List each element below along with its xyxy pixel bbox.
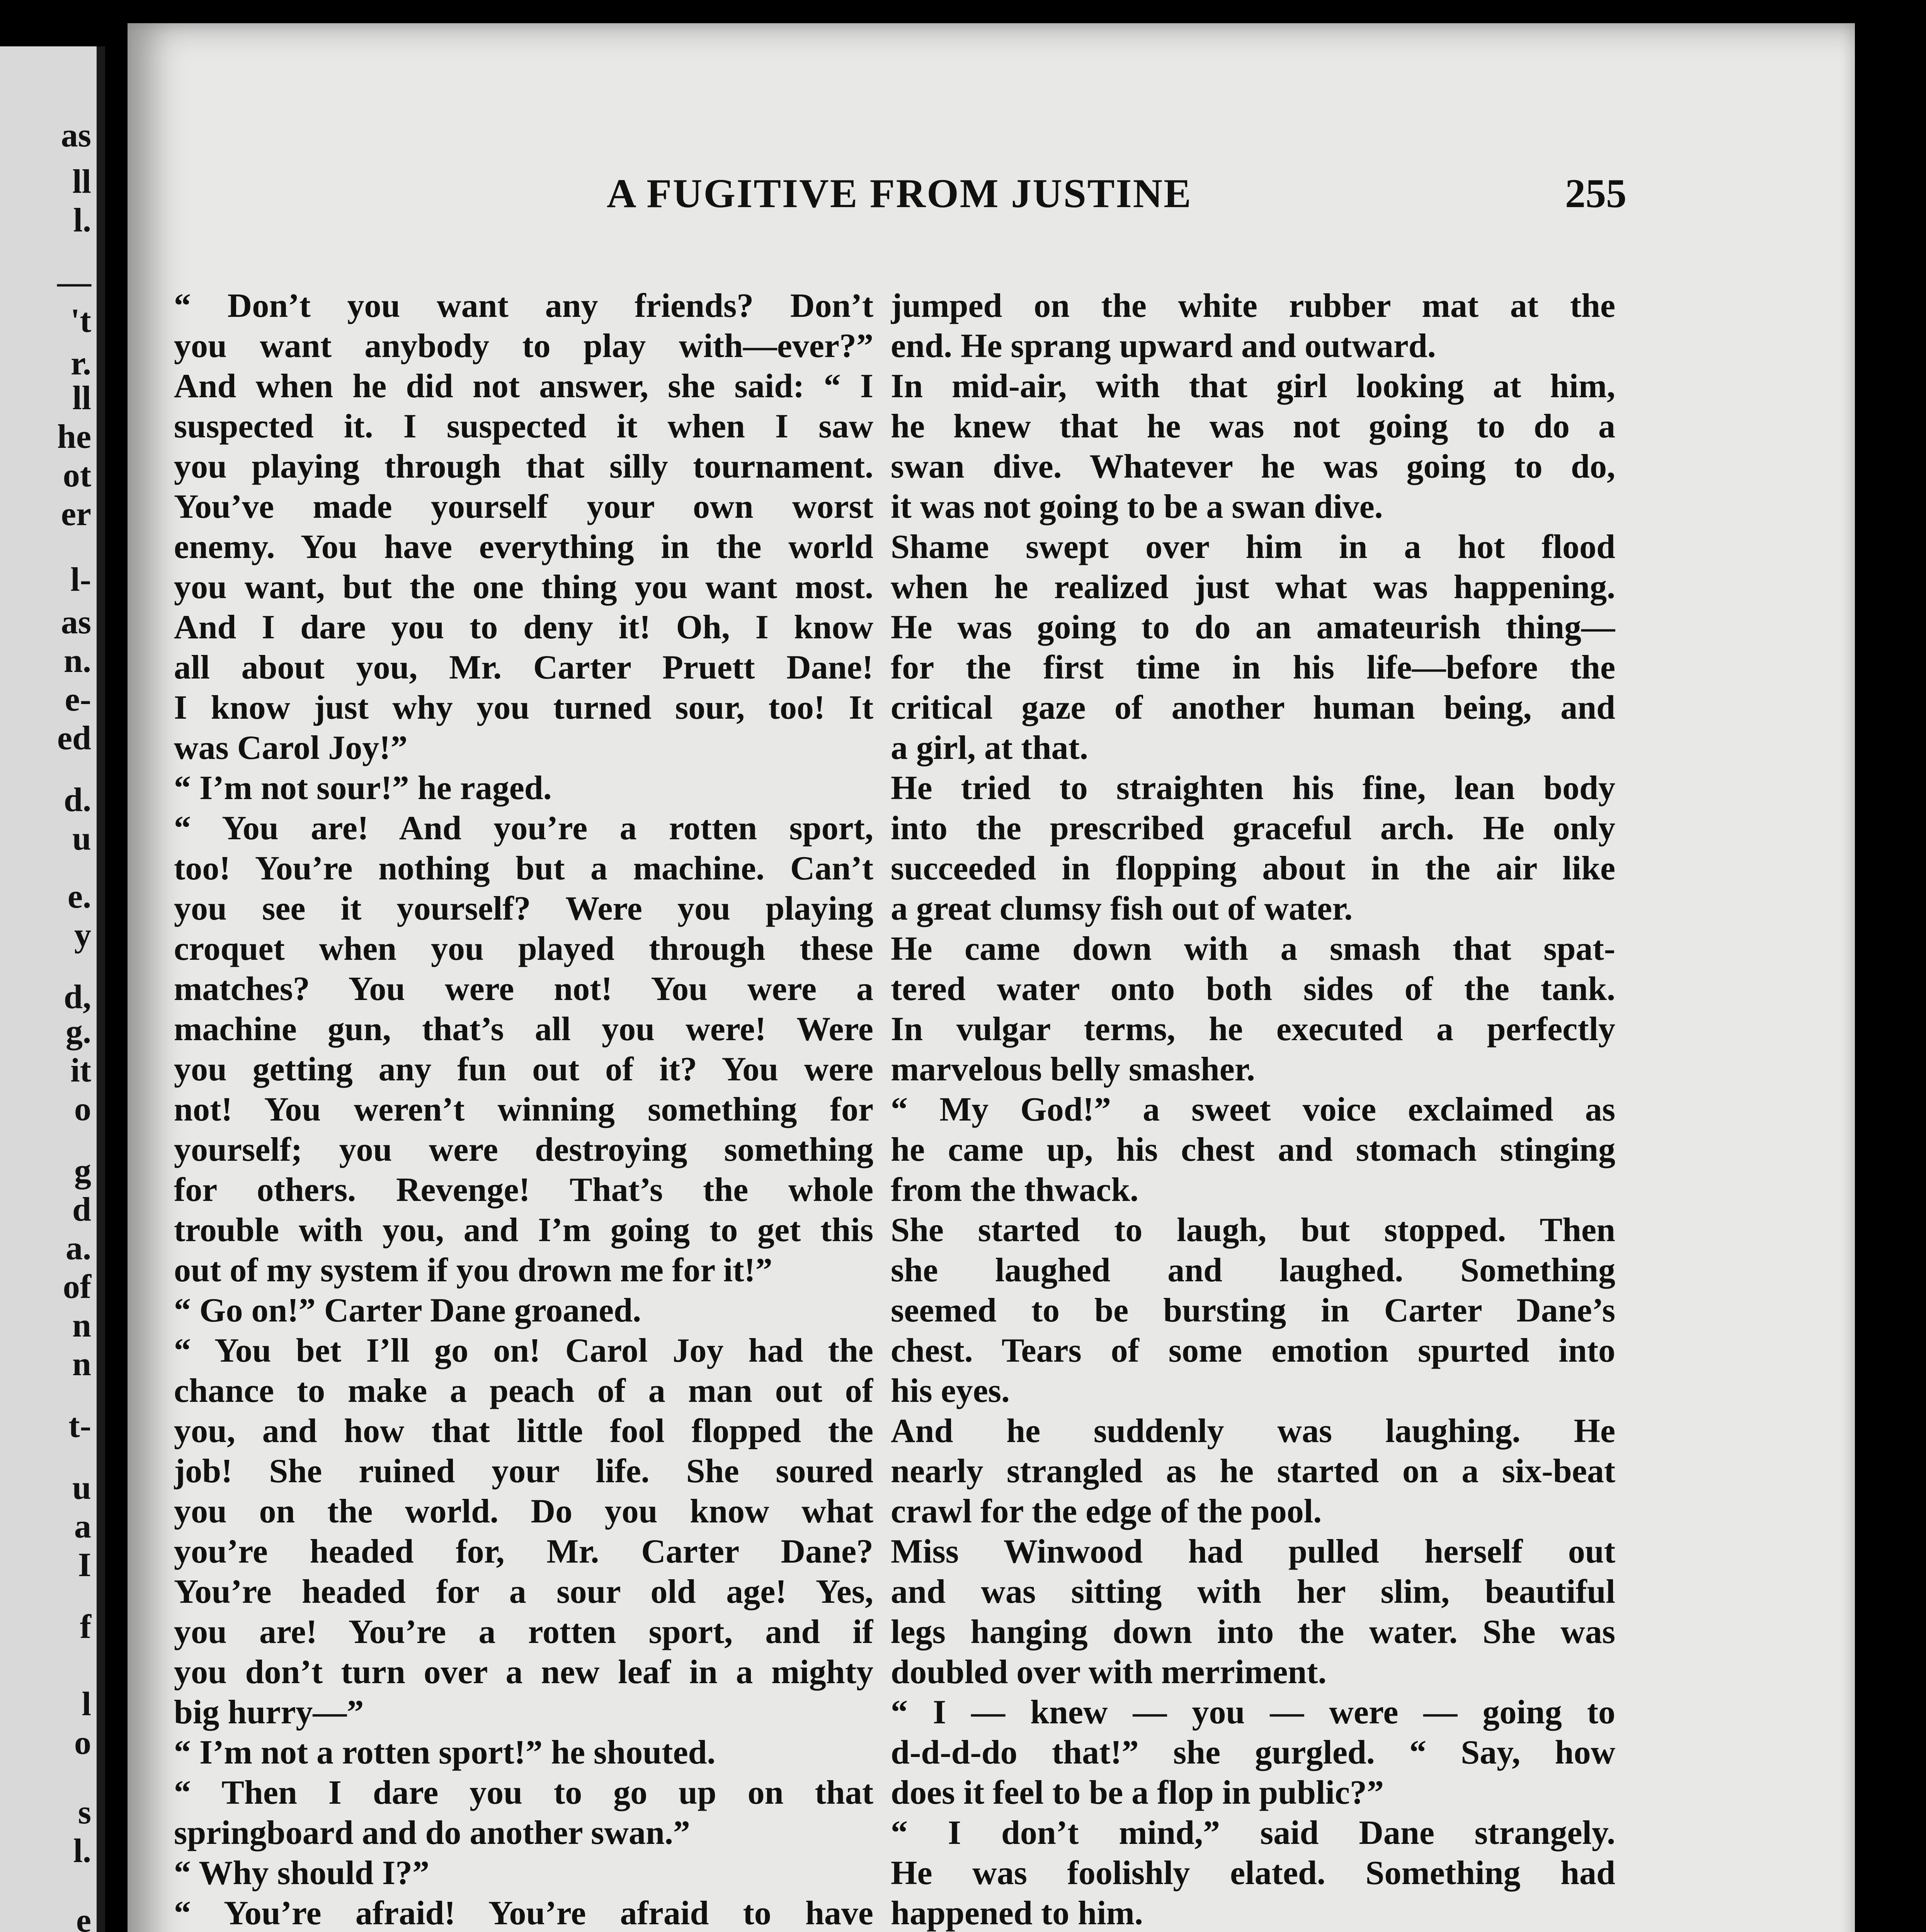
facing-page-fragment: o bbox=[74, 1090, 91, 1128]
text-line: you want anybody to play with—ever?” bbox=[174, 327, 873, 365]
facing-page-fragment: g bbox=[74, 1152, 91, 1190]
facing-page-fragment: s bbox=[78, 1794, 91, 1831]
facing-page-fragment: — bbox=[57, 264, 91, 301]
text-line: He was going to do an amateurish thing— bbox=[891, 609, 1615, 646]
facing-page-fragment: 't bbox=[70, 302, 91, 340]
facing-page-fragment: ed bbox=[57, 719, 91, 757]
text-line: marvelous belly smasher. bbox=[891, 1051, 1255, 1088]
text-line: And I dare you to deny it! Oh, I know bbox=[174, 609, 873, 646]
facing-page-fragment: r. bbox=[71, 345, 91, 382]
facing-page-fragment: a. bbox=[66, 1230, 91, 1267]
text-line: chest. Tears of some emotion spurted into bbox=[891, 1332, 1615, 1369]
text-line: you see it yourself? Were you playing bbox=[174, 890, 873, 927]
facing-page-fragment: t- bbox=[68, 1407, 91, 1445]
facing-page-fragment: d bbox=[72, 1191, 91, 1228]
facing-page-fragment: g. bbox=[66, 1013, 91, 1051]
text-line: tered water onto both sides of the tank. bbox=[891, 970, 1615, 1008]
text-line: enemy. You have everything in the world bbox=[174, 528, 873, 566]
text-column-left bbox=[174, 286, 873, 1932]
text-line: when he realized just what was happening. bbox=[891, 568, 1615, 606]
text-line: “ You’re afraid! You’re afraid to have bbox=[174, 1895, 873, 1932]
text-line: job! She ruined your life. She soured bbox=[174, 1452, 873, 1490]
text-line: He was foolishly elated. Something had bbox=[891, 1854, 1615, 1892]
text-line: too! You’re nothing but a machine. Can’t bbox=[174, 850, 873, 887]
text-line: you on the world. Do you know what bbox=[174, 1493, 873, 1530]
text-line: Miss Winwood had pulled herself out bbox=[891, 1533, 1615, 1570]
text-line: it was not going to be a swan dive. bbox=[891, 488, 1383, 526]
text-line: and was sitting with her slim, beautiful bbox=[891, 1573, 1615, 1611]
text-line: you’re headed for, Mr. Carter Dane? bbox=[174, 1533, 873, 1570]
facing-page-fragment: as bbox=[61, 604, 91, 641]
facing-page-fragment: e- bbox=[65, 681, 91, 718]
text-line: matches? You were not! You were a bbox=[174, 970, 873, 1008]
text-line: “ I’m not a rotten sport!” he shouted. bbox=[174, 1734, 716, 1771]
facing-page-fragment: it bbox=[70, 1052, 91, 1089]
facing-page-text-fragments bbox=[0, 46, 97, 1932]
text-line: “ Go on!” Carter Dane groaned. bbox=[174, 1292, 641, 1329]
facing-page-fragment: l bbox=[82, 1685, 91, 1723]
text-line: d-d-d-do that!” she gurgled. “ Say, how bbox=[891, 1734, 1615, 1771]
text-line: trouble with you, and I’m going to get this bbox=[174, 1211, 873, 1249]
text-line: for others. Revenge! That’s the whole bbox=[174, 1171, 873, 1209]
text-line: “ Why should I?” bbox=[174, 1854, 430, 1892]
text-line: She started to laugh, but stopped. Then bbox=[891, 1211, 1615, 1249]
text-line: chance to make a peach of a man out of bbox=[174, 1372, 873, 1410]
text-line: he knew that he was not going to do a bbox=[891, 408, 1615, 445]
text-line: out of my system if you drown me for it!” bbox=[174, 1252, 772, 1289]
facing-page-fragment: as bbox=[61, 117, 91, 154]
text-line: you playing through that silly tournament. bbox=[174, 448, 873, 485]
facing-page-fragment: d. bbox=[64, 781, 91, 819]
text-line: crawl for the edge of the pool. bbox=[891, 1493, 1322, 1530]
facing-page-fragment: ll bbox=[72, 163, 91, 201]
facing-page-fragment: er bbox=[61, 495, 91, 533]
facing-page-fragment: l. bbox=[73, 1832, 91, 1870]
text-line: machine gun, that’s all you were! Were bbox=[174, 1010, 873, 1048]
text-line: you want, but the one thing you want most. bbox=[174, 568, 873, 606]
running-head: A FUGITIVE FROM JUSTINE bbox=[607, 171, 1192, 216]
facing-page-fragment: a bbox=[74, 1508, 91, 1545]
text-line: not! You weren’t winning something for bbox=[174, 1091, 873, 1128]
text-line: “ I’m not sour!” he raged. bbox=[174, 769, 552, 807]
facing-page-fragment: y bbox=[74, 917, 91, 954]
text-line: “ You are! And you’re a rotten sport, bbox=[174, 810, 873, 847]
facing-page-fragment: u bbox=[72, 820, 91, 857]
text-line: does it feel to be a flop in public?” bbox=[891, 1774, 1384, 1811]
text-line: nearly strangled as he started on a six-beat bbox=[891, 1452, 1615, 1490]
text-line: jumped on the white rubber mat at the bbox=[891, 287, 1615, 325]
text-line: In mid-air, with that girl looking at him, bbox=[891, 367, 1615, 405]
text-line: “ My God!” a sweet voice exclaimed as bbox=[891, 1091, 1615, 1128]
facing-page-fragment: d, bbox=[64, 978, 91, 1016]
text-line: “ I — knew — you — were — going to bbox=[891, 1694, 1615, 1731]
facing-page-fragment: ot bbox=[63, 457, 91, 494]
facing-page-fragment: l- bbox=[70, 561, 91, 599]
facing-page-fragment: l. bbox=[73, 202, 91, 239]
facing-page-fragment: of bbox=[63, 1268, 91, 1306]
page-number: 255 bbox=[1565, 171, 1627, 216]
text-line: In vulgar terms, he executed a perfectly bbox=[891, 1010, 1615, 1048]
text-line: end. He sprang upward and outward. bbox=[891, 327, 1436, 365]
facing-page-fragment: o bbox=[74, 1724, 91, 1762]
text-line: big hurry—” bbox=[174, 1694, 364, 1731]
text-line: you don’t turn over a new leaf in a mighty bbox=[174, 1653, 873, 1691]
text-line: Shame swept over him in a hot flood bbox=[891, 528, 1615, 566]
facing-page-fragment: u bbox=[72, 1469, 91, 1507]
text-line: doubled over with merriment. bbox=[891, 1653, 1327, 1691]
text-line: was Carol Joy!” bbox=[174, 729, 408, 767]
facing-page-fragment: n bbox=[72, 1307, 91, 1344]
text-line: happened to him. bbox=[891, 1895, 1143, 1932]
facing-page-fragment: he bbox=[57, 418, 91, 456]
facing-page-fragment: e bbox=[76, 1902, 91, 1932]
text-line: a girl, at that. bbox=[891, 729, 1088, 767]
text-line: his eyes. bbox=[891, 1372, 1010, 1410]
facing-page-edge bbox=[0, 46, 105, 1932]
facing-page-fragment: I bbox=[78, 1546, 91, 1584]
facing-page-fragment: n bbox=[72, 1345, 91, 1383]
text-line: He came down with a smash that spat- bbox=[891, 930, 1615, 968]
book-page bbox=[128, 23, 1855, 1932]
text-line: she laughed and laughed. Something bbox=[891, 1252, 1615, 1289]
text-line: all about you, Mr. Carter Pruett Dane! bbox=[174, 649, 873, 686]
facing-page-fragment: f bbox=[80, 1608, 91, 1646]
facing-page-fragment: e. bbox=[67, 878, 91, 915]
facing-page-fragment: n. bbox=[64, 642, 91, 680]
text-column-right bbox=[891, 286, 1615, 1932]
text-line: “ Then I dare you to go up on that bbox=[174, 1774, 873, 1811]
text-line: I know just why you turned sour, too! It bbox=[174, 689, 873, 726]
text-line: you are! You’re a rotten sport, and if bbox=[174, 1613, 873, 1651]
facing-page-fragment: ll bbox=[72, 379, 91, 417]
text-line: seemed to be bursting in Carter Dane’s bbox=[891, 1292, 1615, 1329]
text-line: legs hanging down into the water. She was bbox=[891, 1613, 1615, 1651]
text-line: yourself; you were destroying something bbox=[174, 1131, 873, 1168]
text-line: succeeded in flopping about in the air like bbox=[891, 850, 1615, 887]
text-line: springboard and do another swan.” bbox=[174, 1814, 690, 1852]
text-line: a great clumsy fish out of water. bbox=[891, 890, 1353, 927]
text-line: croquet when you played through these bbox=[174, 930, 873, 968]
text-line: He tried to straighten his fine, lean body bbox=[891, 769, 1615, 807]
text-line: you getting any fun out of it? You were bbox=[174, 1051, 873, 1088]
text-line: “ I don’t mind,” said Dane strangely. bbox=[891, 1814, 1615, 1852]
text-line: suspected it. I suspected it when I saw bbox=[174, 408, 873, 445]
text-line: You’re headed for a sour old age! Yes, bbox=[174, 1573, 873, 1611]
text-line: from the thwack. bbox=[891, 1171, 1139, 1209]
text-line: “ Don’t you want any friends? Don’t bbox=[174, 287, 873, 325]
text-line: And he suddenly was laughing. He bbox=[891, 1412, 1615, 1450]
text-line: he came up, his chest and stomach stinging bbox=[891, 1131, 1615, 1168]
text-line: “ You bet I’ll go on! Carol Joy had the bbox=[174, 1332, 873, 1369]
text-line: You’ve made yourself your own worst bbox=[174, 488, 873, 526]
text-line: you, and how that little fool flopped the bbox=[174, 1412, 873, 1450]
text-line: into the prescribed graceful arch. He only bbox=[891, 810, 1615, 847]
text-line: And when he did not answer, she said: “ I bbox=[174, 367, 873, 405]
text-line: for the first time in his life—before the bbox=[891, 649, 1615, 686]
text-line: critical gaze of another human being, and bbox=[891, 689, 1615, 726]
text-line: swan dive. Whatever he was going to do, bbox=[891, 448, 1615, 485]
